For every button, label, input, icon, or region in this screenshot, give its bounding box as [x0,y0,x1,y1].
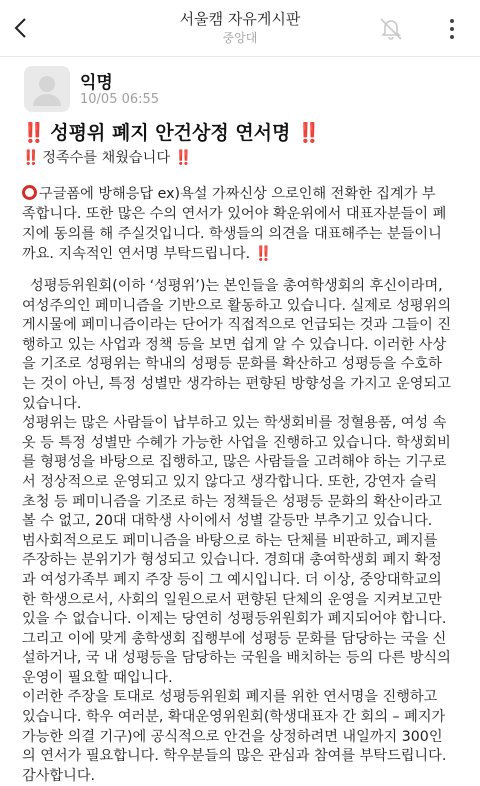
more-vertical-icon[interactable] [440,16,464,42]
intro-line: 구글폼에 방해응답 ex)욕설 가짜신상 으로인해 전확한 집계가 부 [22,184,446,204]
body-line: 서 정상적으로 운영되고 있지 않다고 생각합니다. 또한, 강연자 슬릭 [22,473,438,490]
notice-text: 정족수를 채웠습니다 [42,150,171,166]
body-line: 있습니다. 학우 여러분, 확대운영위원회(학생대표자 간 회의 – 폐지가 [22,709,446,726]
intro-line: 지에 동의를 해 주실것입니다. 학생들의 의견을 대표해주는 분들이니 [22,226,442,242]
body-line: 주장하는 분위기가 형성되고 있습니다. 경희대 총여학생회 폐지 확정 [22,552,442,569]
user-silhouette-icon [24,66,70,112]
body-line: 을 기조로 성평위는 학내의 성평등 문화를 확산하고 성평등을 수호하 [22,356,442,373]
app-header [0,0,480,57]
double-exclamation-icon: ‼️ [254,246,271,262]
body-line: 성평등위원회(이하 ‘성평위’)는 본인들을 총여학생회의 후신이라며, [30,278,443,294]
body-line: 감사합니다. [22,767,96,784]
red-circle-icon [22,185,37,200]
body-line: 를 형평성을 바탕으로 집행하고, 많은 사람들을 고려해야 하는 기구로 [22,454,447,471]
double-exclamation-icon: ‼️ [297,122,319,144]
post-title-text: 성평위 폐지 안건상정 연서명 [50,122,291,144]
body-line: 과 여성가족부 폐지 주장 등이 그 예시입니다. 더 이상, 중앙대학교의 [22,571,442,588]
notice-line [22,148,190,168]
body-line: 는 것이 아닌, 특정 성별만 생각하는 편향된 방향성을 가지고 운영되고 [22,375,451,392]
bell-off-icon[interactable] [378,16,404,42]
body-line: 설하거나, 국 내 성평등을 담당하는 국원을 배치하는 등의 다른 방식의 [22,650,451,667]
body-line: 한 학생으로서, 사회의 일원으로서 편향된 단체의 운영을 지켜보고만 [22,591,442,608]
double-exclamation-icon: ‼️ [22,122,44,144]
post-body [22,277,462,786]
body-line: 있을 수 없습니다. 이제는 당연히 성평등위원회가 폐지되어야 합니다. [22,611,447,628]
author-name: 익명 [80,73,113,93]
body-line: 행하고 있는 사업과 정책 등을 보면 쉽게 알 수 있습니다. 이러한 사상 [22,336,447,353]
avatar [24,66,70,112]
body-line: 가능한 의결 기구)에 공식적으로 안건을 상정하려면 내일까지 300인 [22,728,443,745]
intro-paragraph [22,184,446,264]
body-line: 초청 등 페미니즘을 기조로 하는 정책들은 성평등 문화의 확산이라고 [22,493,442,510]
intro-line: 까요. 지속적인 연서명 부탁드립니다. ‼️ [22,246,271,262]
board-titles [0,10,480,46]
body-line: 범사회적으로도 페미니즘을 바탕으로 하는 단체를 비판하고, 폐지를 [22,532,438,549]
body-line: 여성주의인 페미니즘을 기반으로 활동하고 있습니다. 실제로 성평위의 [22,297,452,314]
body-line: 게시물에 페미니즘이라는 단어가 직접적으로 언급되는 것과 그들이 진 [22,317,452,334]
body-line: 옷 등 특정 성별만 수혜가 가능한 사업을 진행하고 있습니다. 학생회비 [22,434,451,451]
body-line: 이러한 주장을 토대로 성평등위원회 폐지를 위한 연서명을 진행하고 [22,689,438,706]
board-subtitle: 중앙대 [222,31,258,45]
body-line: 운영이 필요할 때입니다. [22,669,173,686]
double-exclamation-icon: ‼️ [22,150,38,166]
body-line: 그리고 이에 맞게 총학생회 집행부에 성평등 문화를 담당하는 국을 신 [22,630,447,647]
double-exclamation-icon: ‼️ [174,150,191,166]
board-title: 서울캠 자유게시판 [179,10,301,28]
body-line: 의 연서가 필요합니다. 학우분들의 많은 관심과 참여를 부탁드립니다. [22,748,447,765]
body-line: 있습니다. [22,395,82,412]
post-title [22,118,319,145]
body-line: 성평위는 많은 사람들이 납부하고 있는 학생회비를 정혈용품, 여성 속 [22,415,447,432]
post-timestamp: 10/05 06:55 [80,92,160,107]
body-line: 볼 수 없고, 20대 대학생 사이에서 성별 갈등만 부추기고 있습니다. [22,513,433,530]
intro-line: 족합니다. 또한 많은 수의 연서가 있어야 확운위에서 대표자분들이 폐 [22,206,447,222]
